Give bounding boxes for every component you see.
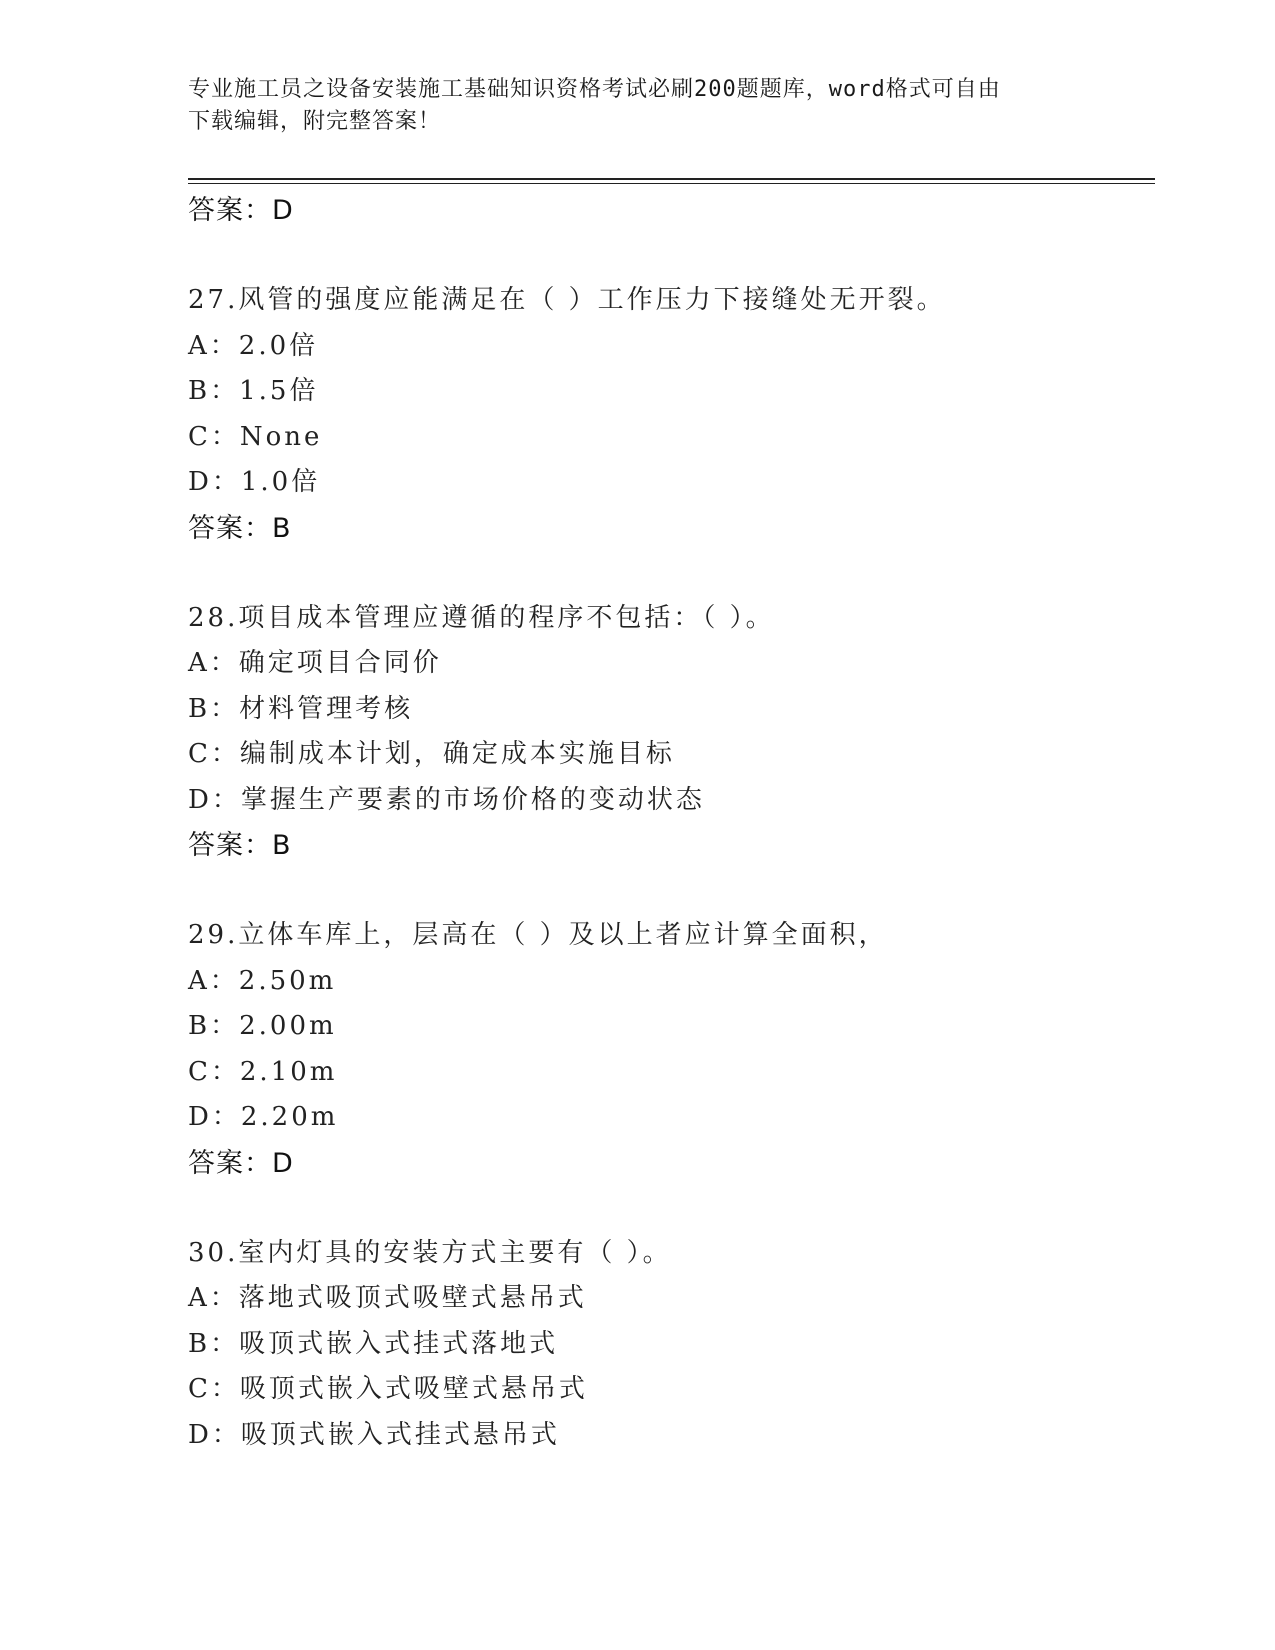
option-b: B：2.00m (188, 1011, 337, 1041)
question-27 (188, 278, 1168, 552)
option-d: D：1.0倍 (188, 467, 321, 497)
option-d: D：掌握生产要素的市场价格的变动状态 (188, 784, 705, 815)
option-c: C：2.10m (188, 1056, 338, 1087)
option-d: D：吸顶式嵌入式挂式悬吊式 (188, 1419, 560, 1450)
option-b: B：1.5倍 (188, 376, 319, 406)
question-text: 28.项目成本管理应遵循的程序不包括：（ ）。 (188, 602, 775, 633)
option-a: A：确定项目合同价 (188, 648, 442, 678)
option-a: A：落地式吸顶式吸壁式悬吊式 (188, 1283, 587, 1313)
header-title-line-2: 下载编辑，附完整答案！ (188, 109, 442, 134)
option-b: B：材料管理考核 (188, 693, 414, 724)
header-title-line-1: 专业施工员之设备安装施工基础知识资格考试必刷200题题库，word格式可自由 (188, 77, 1001, 102)
option-c: C：吸顶式嵌入式吸壁式悬吊式 (188, 1374, 588, 1404)
question-text: 29.立体车库上，层高在（ ）及以上者应计算全面积， (188, 920, 888, 950)
answer-line: 答案：B (188, 512, 292, 544)
question-28 (188, 596, 1168, 870)
document-header (188, 74, 1088, 138)
question-text: 30.室内灯具的安装方式主要有（ ）。 (188, 1237, 672, 1268)
question-text: 27.风管的强度应能满足在（ ）工作压力下接缝处无开裂。 (188, 285, 946, 315)
question-30 (188, 1231, 1168, 1459)
option-a: A：2.50m (188, 965, 337, 996)
option-c: C：编制成本计划，确定成本实施目标 (188, 739, 675, 769)
option-b: B：吸顶式嵌入式挂式落地式 (188, 1328, 559, 1359)
option-a: A：2.0倍 (188, 330, 319, 361)
answer-line: 答案：D (188, 1147, 294, 1179)
question-list (188, 188, 1168, 1458)
answer-line: 答案：B (188, 830, 292, 861)
option-d: D：2.20m (188, 1102, 339, 1132)
question-29 (188, 913, 1168, 1187)
header-divider (188, 178, 1155, 184)
option-c: C：None (188, 421, 323, 452)
answer-line: 答案：D (188, 195, 294, 226)
